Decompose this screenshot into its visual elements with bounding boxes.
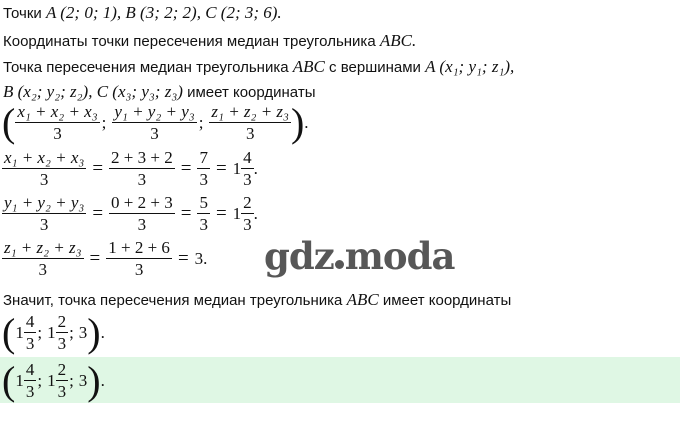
answer-hl-y-den: 3	[57, 382, 67, 401]
calc-z-sub	[106, 238, 172, 279]
calc-x-sub-den: 3	[137, 170, 147, 189]
calc-y-sub-den: 3	[137, 215, 147, 234]
calc-x-lhs	[2, 148, 86, 189]
answer-hl-paren-close: )	[87, 357, 101, 403]
calc-x-val-den: 3	[199, 170, 208, 189]
answer-x-den: 3	[25, 334, 35, 353]
general-formula	[2, 99, 309, 145]
watermark-right: moda	[344, 234, 455, 278]
formula-y	[112, 102, 196, 143]
formula-z-den: 3	[245, 124, 255, 143]
rule-text-2: с вершинами	[329, 59, 421, 76]
rule-vertices-bc: B (x₂; y₂; z₂), C (x₃; y₃; z₃)	[3, 82, 183, 101]
answer-hl-period: .	[100, 370, 105, 390]
formula-y-den: 3	[150, 124, 159, 143]
answer-period: .	[100, 322, 105, 342]
sep-2: ;	[198, 112, 204, 132]
rule-line-1	[3, 58, 514, 77]
calc-z-lhs-den: 3	[38, 260, 48, 279]
answer-y	[47, 312, 68, 353]
answer-paren-open: (	[2, 309, 16, 355]
eq-sign: =	[89, 247, 101, 269]
formula-z	[209, 102, 291, 143]
rule-line-2	[3, 83, 315, 102]
watermark-logo	[264, 234, 454, 278]
eq-sign: =	[92, 202, 104, 224]
rule-vertex-a: A (x₁; y₁; z₁),	[425, 57, 515, 76]
calc-z-lhs-num: z₁ + z₂ + z₃	[4, 238, 82, 257]
formula-z-num: z₁ + z₂ + z₃	[211, 102, 289, 121]
eq-sign: =	[215, 157, 227, 179]
answer-hl-paren-open: (	[2, 357, 16, 403]
calc-z-row	[2, 238, 207, 279]
answer-hl-x-den: 3	[25, 382, 35, 401]
conclusion-text-2: имеет координаты	[382, 292, 512, 309]
calc-y-mixed: 1 $\frac{2}{3}$ .	[232, 193, 258, 234]
eq-sign: =	[180, 157, 192, 179]
task-text: Координаты точки пересечения медиан треугольника	[3, 33, 376, 50]
answer-highlight-row	[2, 357, 105, 403]
calc-y-row	[2, 193, 258, 234]
calc-x-val	[197, 148, 210, 189]
formula-x	[15, 102, 99, 143]
answer-hl-z: 3	[78, 370, 88, 390]
calc-y-mixed-num: 2	[243, 193, 252, 212]
rule-triangle: ABC	[292, 57, 325, 76]
conclusion-triangle: ABC	[346, 290, 379, 309]
conclusion-text: Значит, точка пересечения медиан треугольника	[3, 292, 343, 309]
eq-sign: =	[215, 202, 227, 224]
calc-x-mixed: 1 $\frac{4}{3}$ .	[232, 148, 258, 189]
answer-hl-sep-1: ;	[37, 370, 43, 390]
watermark-left: gdz	[264, 234, 334, 278]
calc-z-lhs	[2, 238, 84, 279]
paren-close: )	[290, 99, 305, 145]
calc-x-sub	[109, 148, 175, 189]
answer-y-num: 2	[57, 312, 67, 331]
answer-paren-close: )	[87, 309, 101, 355]
paren-open: (	[2, 99, 16, 145]
task-triangle: ABC.	[379, 31, 417, 50]
answer-hl-y-whole: 1	[47, 370, 56, 390]
calc-x-row	[2, 148, 258, 189]
answer-hl-x-whole: 1	[15, 370, 24, 390]
answer-hl-x	[15, 360, 36, 401]
calc-x-mixed-num: 4	[243, 148, 252, 167]
calc-x-sub-num: 2 + 3 + 2	[111, 148, 173, 167]
task-line	[3, 32, 416, 51]
calc-y-val	[197, 193, 210, 234]
calc-y-sub-num: 0 + 2 + 3	[111, 193, 173, 212]
answer-sep-2: ;	[69, 322, 74, 342]
calc-x-lhs-num: x₁ + x₂ + x₃	[4, 148, 85, 167]
calc-z-result: 3.	[194, 248, 208, 268]
rule-text-1: Точка пересечения медиан треугольника	[3, 59, 289, 76]
calc-z-sub-num: 1 + 2 + 6	[108, 238, 170, 257]
answer-sep-1: ;	[37, 322, 43, 342]
eq-sign: =	[92, 157, 104, 179]
calc-y-lhs-den: 3	[39, 215, 49, 234]
sep-1: ;	[101, 112, 107, 132]
calc-y-lhs	[2, 193, 86, 234]
answer-z: 3	[78, 322, 88, 342]
calc-y-mixed-whole: 1	[232, 203, 242, 223]
eq-sign: =	[177, 247, 189, 269]
calc-x-val-num: 7	[199, 148, 208, 167]
formula-y-num: y₁ + y₂ + y₃	[114, 102, 195, 121]
calc-y-val-num: 5	[199, 193, 208, 212]
answer-x-num: 4	[25, 312, 35, 331]
calc-x-lhs-den: 3	[39, 170, 49, 189]
intro-label: Точки	[3, 5, 42, 22]
conclusion-line	[3, 291, 511, 310]
formula-x-num: x₁ + x₂ + x₃	[17, 102, 98, 121]
answer-x	[15, 312, 36, 353]
watermark-dot	[335, 260, 344, 269]
answer-hl-y	[47, 360, 68, 401]
answer-row	[2, 309, 105, 355]
calc-y-mixed-den: 3	[243, 215, 252, 234]
calc-y-lhs-num: y₁ + y₂ + y₃	[4, 193, 85, 212]
intro-line	[3, 4, 282, 23]
calc-y-val-den: 3	[199, 215, 208, 234]
calc-z-sub-den: 3	[134, 260, 144, 279]
formula-x-den: 3	[53, 124, 62, 143]
answer-hl-sep-2: ;	[69, 370, 74, 390]
answer-y-whole: 1	[47, 322, 56, 342]
answer-y-den: 3	[57, 334, 67, 353]
answer-hl-x-num: 4	[25, 360, 35, 379]
intro-points: A (2; 0; 1), B (3; 2; 2), C (2; 3; 6).	[45, 3, 282, 22]
answer-hl-y-num: 2	[57, 360, 67, 379]
rule-text-3: имеет координаты	[187, 84, 316, 101]
calc-x-mixed-whole: 1	[232, 158, 242, 178]
calc-x-mixed-den: 3	[243, 170, 252, 189]
answer-x-whole: 1	[15, 322, 24, 342]
eq-sign: =	[180, 202, 192, 224]
formula-period: .	[304, 112, 309, 132]
calc-y-sub	[109, 193, 175, 234]
